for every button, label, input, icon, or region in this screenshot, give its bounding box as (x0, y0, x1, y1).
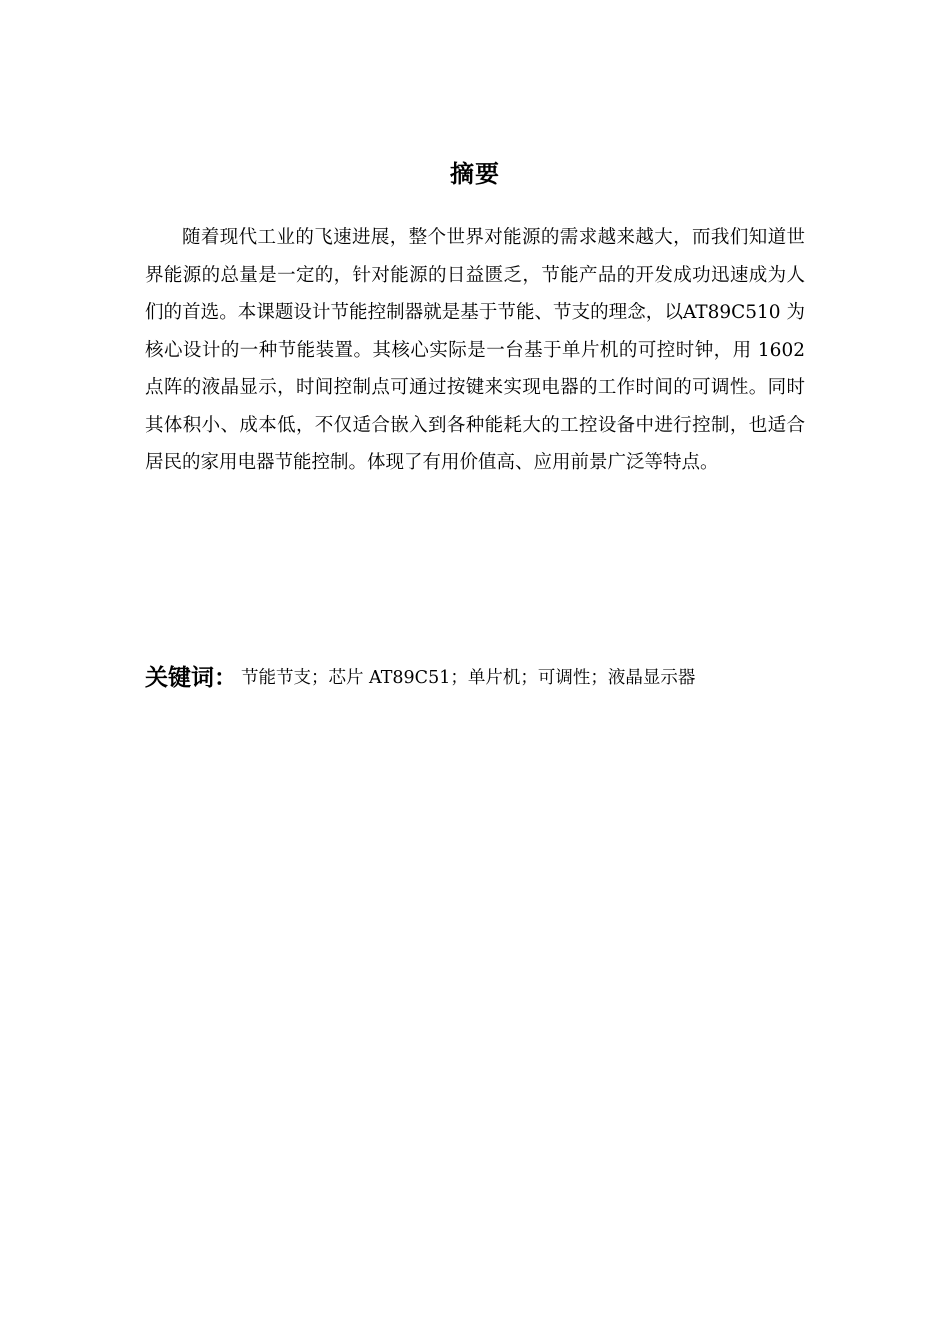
page-title: 摘要 (450, 160, 500, 188)
abstract-paragraph: 随着现代工业的飞速进展，整个世界对能源的需求越来越大，而我们知道世界能源的总量是一定的，针对能源的日益匮乏，节能产品的开发成功迅速成为人们的首选。本课题设计节能控制器就是基于节能、节支的理念，以AT89C510 为核心设计的一种节能装置。其核心实际是一台基于单片机的可控时钟，用 1602 点阵的液晶显示，时间控制点可通过按键来实现电器的工作时间的可调性。同时其体积小、成本低，不仅适合嵌入到各种能耗大的工控设备中进行控制，也适合居民的家用电器节能控制。体现了有用价值高、应用前景广泛等特点。 (145, 227, 805, 473)
keywords-line (145, 660, 845, 696)
keywords-text: 节能节支；芯片 AT89C51；单片机；可调性；液晶显示器 (241, 668, 696, 688)
keywords-label: 关键词： (145, 665, 237, 691)
